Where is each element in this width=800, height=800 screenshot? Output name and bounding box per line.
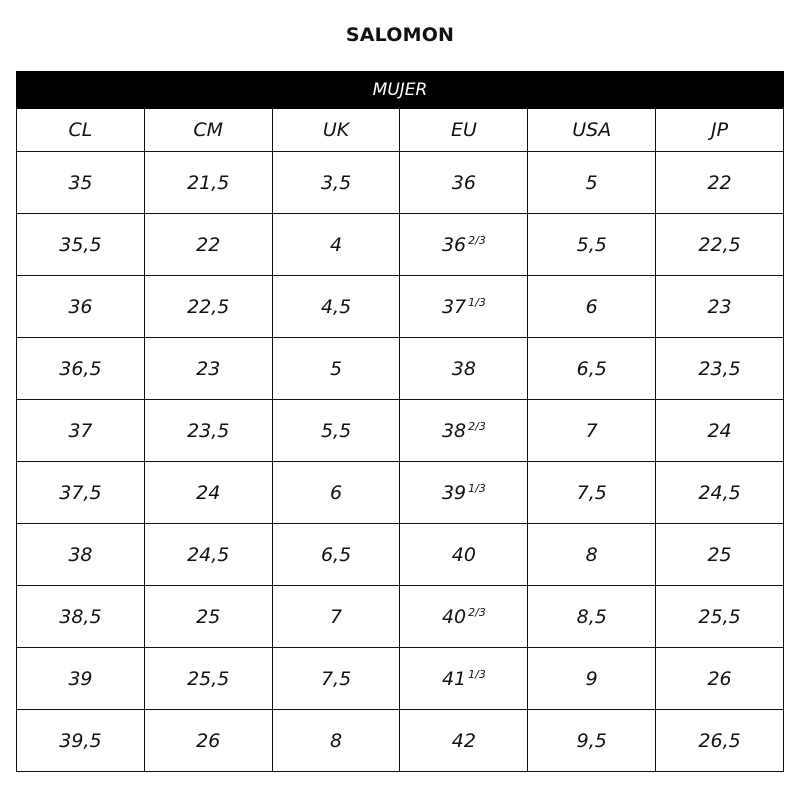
cell-jp: 23,5 (656, 338, 784, 400)
cell-uk: 7,5 (272, 648, 400, 710)
cell-usa: 5 (528, 152, 656, 214)
cell-jp: 25 (656, 524, 784, 586)
cell-cm: 23 (144, 338, 272, 400)
cell-eu-value: 40 (441, 605, 467, 628)
cell-eu-value: 38 (441, 419, 467, 442)
cell-jp: 24,5 (656, 462, 784, 524)
cell-jp: 25,5 (656, 586, 784, 648)
cell-eu-value: 36 (451, 171, 476, 194)
cell-eu (400, 586, 528, 648)
cell-usa: 6,5 (528, 338, 656, 400)
table-row (17, 462, 784, 524)
cell-eu (400, 462, 528, 524)
cell-eu-value: 37 (441, 295, 467, 318)
cell-eu-fraction: 2/3 (468, 419, 486, 433)
cell-eu (400, 338, 528, 400)
cell-cl: 37,5 (17, 462, 145, 524)
cell-cm: 22 (144, 214, 272, 276)
cell-cm: 25 (144, 586, 272, 648)
table-row (17, 276, 784, 338)
table-header-row (17, 109, 784, 152)
cell-uk: 7 (272, 586, 400, 648)
column-header-cm: CM (144, 109, 272, 152)
cell-cl: 35 (17, 152, 145, 214)
cell-eu-value: 41 (441, 667, 467, 690)
cell-cm: 25,5 (144, 648, 272, 710)
cell-eu-value: 40 (451, 543, 476, 566)
cell-cm: 24 (144, 462, 272, 524)
table-row (17, 400, 784, 462)
cell-eu-fraction: 2/3 (468, 605, 486, 619)
cell-eu (400, 400, 528, 462)
size-chart-table (16, 71, 784, 772)
column-header-cl: CL (17, 109, 145, 152)
cell-cl: 36 (17, 276, 145, 338)
cell-eu (400, 710, 528, 772)
cell-cl: 38 (17, 524, 145, 586)
cell-cm: 21,5 (144, 152, 272, 214)
cell-jp: 23 (656, 276, 784, 338)
cell-usa: 9,5 (528, 710, 656, 772)
cell-usa: 7,5 (528, 462, 656, 524)
cell-cl: 35,5 (17, 214, 145, 276)
brand-logo: SALOMON (345, 24, 455, 46)
cell-usa: 5,5 (528, 214, 656, 276)
cell-eu (400, 276, 528, 338)
cell-jp: 22,5 (656, 214, 784, 276)
cell-eu (400, 214, 528, 276)
column-header-eu: EU (400, 109, 528, 152)
cell-usa: 8 (528, 524, 656, 586)
cell-cm: 22,5 (144, 276, 272, 338)
section-title: MUJER (17, 72, 784, 109)
cell-cl: 39 (17, 648, 145, 710)
cell-usa: 6 (528, 276, 656, 338)
cell-jp: 22 (656, 152, 784, 214)
table-row (17, 338, 784, 400)
table-row (17, 524, 784, 586)
table-row (17, 710, 784, 772)
cell-uk: 5 (272, 338, 400, 400)
cell-cl: 38,5 (17, 586, 145, 648)
cell-eu (400, 152, 528, 214)
cell-eu-fraction: 1/3 (468, 667, 486, 681)
cell-cl: 37 (17, 400, 145, 462)
table-row (17, 648, 784, 710)
column-header-jp: JP (656, 109, 784, 152)
column-header-usa: USA (528, 109, 656, 152)
cell-uk: 6 (272, 462, 400, 524)
cell-cl: 39,5 (17, 710, 145, 772)
table-row (17, 152, 784, 214)
cell-eu-fraction: 1/3 (468, 481, 486, 495)
cell-usa: 8,5 (528, 586, 656, 648)
cell-jp: 26 (656, 648, 784, 710)
cell-cm: 23,5 (144, 400, 272, 462)
cell-uk: 4 (272, 214, 400, 276)
cell-uk: 4,5 (272, 276, 400, 338)
cell-eu (400, 524, 528, 586)
table-row (17, 586, 784, 648)
cell-usa: 7 (528, 400, 656, 462)
cell-eu-fraction: 2/3 (468, 233, 486, 247)
cell-uk: 5,5 (272, 400, 400, 462)
cell-usa: 9 (528, 648, 656, 710)
table-row (17, 214, 784, 276)
cell-eu-value: 38 (451, 357, 476, 380)
cell-eu-value: 36 (441, 233, 467, 256)
cell-uk: 3,5 (272, 152, 400, 214)
cell-cm: 24,5 (144, 524, 272, 586)
cell-eu-value: 39 (441, 481, 467, 504)
cell-eu-fraction: 1/3 (468, 295, 486, 309)
cell-uk: 8 (272, 710, 400, 772)
column-header-uk: UK (272, 109, 400, 152)
table-body (17, 152, 784, 772)
cell-cm: 26 (144, 710, 272, 772)
table-banner-row (17, 72, 784, 109)
cell-cl: 36,5 (17, 338, 145, 400)
cell-eu-value: 42 (451, 729, 476, 752)
cell-uk: 6,5 (272, 524, 400, 586)
cell-jp: 24 (656, 400, 784, 462)
cell-jp: 26,5 (656, 710, 784, 772)
cell-eu (400, 648, 528, 710)
